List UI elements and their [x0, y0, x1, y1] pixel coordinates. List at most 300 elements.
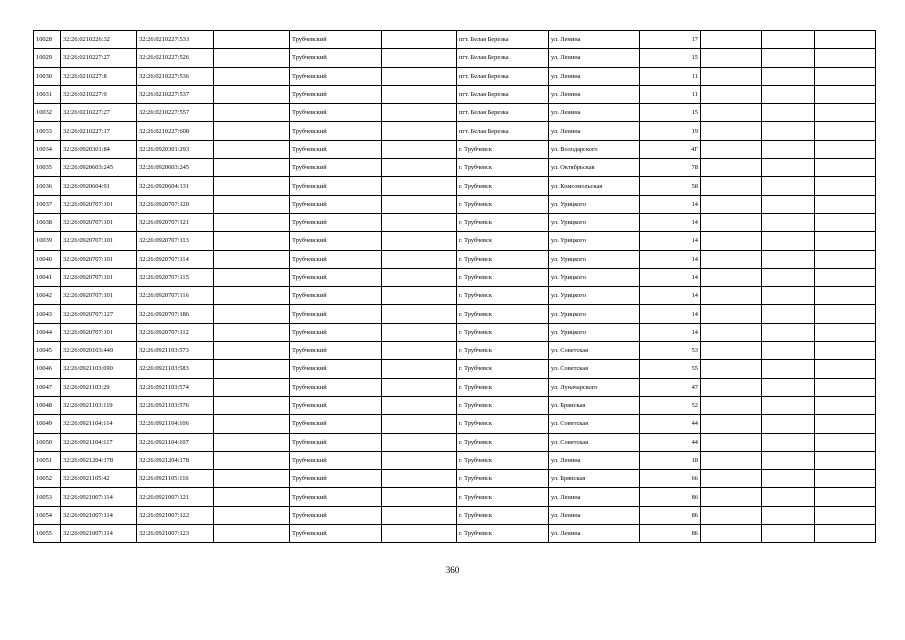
table-row: [34, 470, 876, 488]
cell-house-number: 14: [640, 305, 701, 323]
cell-row-number: 10035: [34, 159, 61, 177]
cell-extra-c: [815, 140, 876, 158]
cell-row-number: 10051: [34, 451, 61, 469]
table-row: [34, 268, 876, 286]
cell-cadastral-number-object: 32:26:0921007:123: [137, 525, 214, 543]
cell-settlement: пгт. Белая Березка: [457, 67, 549, 85]
cell-district: Трубчевский: [290, 104, 382, 122]
cell-row-number: 10032: [34, 104, 61, 122]
cell-street: ул. Ленина: [549, 67, 640, 85]
cell-extra-c: [815, 378, 876, 396]
cell-street: ул. Урицкого: [549, 195, 640, 213]
cell-extra-a: [701, 433, 762, 451]
cell-street: ул. Ленина: [549, 525, 640, 543]
cell-cadastral-number-object: 32:26:0210227:526: [137, 49, 214, 67]
cell-extra-a: [701, 159, 762, 177]
cell-house-number: 15: [640, 104, 701, 122]
cell-extra-a: [701, 49, 762, 67]
table-row: [34, 342, 876, 360]
cell-settlement: г. Трубчевск: [457, 250, 549, 268]
cell-row-number: 10039: [34, 232, 61, 250]
cell-row-number: 10038: [34, 213, 61, 231]
cell-cadastral-number-land: 32:26:0921007:114: [61, 488, 137, 506]
cell-row-number: 10028: [34, 31, 61, 49]
cell-extra-c: [815, 451, 876, 469]
cell-street: ул. Ленина: [549, 488, 640, 506]
cell-cadastral-number-object: 32:26:0921007:122: [137, 506, 214, 524]
cell-cadastral-number-object: 32:26:0921204:178: [137, 451, 214, 469]
cell-settlement: г. Трубчевск: [457, 305, 549, 323]
cell-extra-b: [762, 506, 815, 524]
cell-extra-c: [815, 323, 876, 341]
cell-blank-a: [214, 195, 290, 213]
cell-blank-b: [382, 104, 457, 122]
table-row: [34, 396, 876, 414]
cell-cadastral-number-land: 32:26:0210227:27: [61, 49, 137, 67]
cell-district: Трубчевский: [290, 250, 382, 268]
cell-cadastral-number-land: 32:26:0920707:127: [61, 305, 137, 323]
cell-blank-b: [382, 506, 457, 524]
cell-extra-c: [815, 195, 876, 213]
cell-blank-a: [214, 415, 290, 433]
cell-blank-b: [382, 250, 457, 268]
table-row: [34, 159, 876, 177]
cell-house-number: 47: [640, 378, 701, 396]
cell-blank-a: [214, 525, 290, 543]
cell-extra-a: [701, 342, 762, 360]
cell-extra-b: [762, 232, 815, 250]
cell-extra-c: [815, 159, 876, 177]
cell-district: Трубчевский: [290, 451, 382, 469]
cell-cadastral-number-object: 32:26:0921103:583: [137, 360, 214, 378]
cell-settlement: г. Трубчевск: [457, 323, 549, 341]
cell-district: Трубчевский: [290, 360, 382, 378]
table-row: [34, 85, 876, 103]
cell-settlement: пгт. Белая Березка: [457, 104, 549, 122]
cell-extra-a: [701, 195, 762, 213]
cell-extra-a: [701, 525, 762, 543]
cell-blank-a: [214, 268, 290, 286]
cell-street: ул. Советская: [549, 415, 640, 433]
data-table: [33, 30, 876, 543]
table-row: [34, 287, 876, 305]
cell-cadastral-number-land: 32:26:0210226:32: [61, 31, 137, 49]
cell-row-number: 10049: [34, 415, 61, 433]
cell-house-number: 66: [640, 470, 701, 488]
cell-extra-a: [701, 470, 762, 488]
page-number: 360: [445, 565, 460, 575]
cell-house-number: 14: [640, 232, 701, 250]
cell-blank-a: [214, 433, 290, 451]
cell-cadastral-number-land: 32:26:0920707:101: [61, 250, 137, 268]
cell-street: ул. Ленина: [549, 451, 640, 469]
cell-settlement: г. Трубчевск: [457, 360, 549, 378]
cell-blank-a: [214, 470, 290, 488]
cell-cadastral-number-land: 32:26:0921104:114: [61, 415, 137, 433]
cell-extra-a: [701, 67, 762, 85]
cell-blank-a: [214, 232, 290, 250]
cell-street: ул. Комсомольская: [549, 177, 640, 195]
cell-district: Трубчевский: [290, 122, 382, 140]
cell-cadastral-number-object: 32:26:0921103:574: [137, 378, 214, 396]
cell-blank-a: [214, 250, 290, 268]
cell-extra-b: [762, 323, 815, 341]
cell-house-number: 15: [640, 49, 701, 67]
cell-cadastral-number-object: 32:26:0920707:114: [137, 250, 214, 268]
cell-extra-a: [701, 506, 762, 524]
cell-settlement: г. Трубчевск: [457, 396, 549, 414]
cell-blank-b: [382, 433, 457, 451]
cell-cadastral-number-land: 32:26:0920707:101: [61, 287, 137, 305]
cell-row-number: 10054: [34, 506, 61, 524]
cell-house-number: 44: [640, 415, 701, 433]
cell-settlement: г. Трубчевск: [457, 451, 549, 469]
cell-cadastral-number-object: 32:26:0920707:112: [137, 323, 214, 341]
table-row: [34, 305, 876, 323]
table-row: [34, 140, 876, 158]
cell-extra-c: [815, 506, 876, 524]
cell-district: Трубчевский: [290, 506, 382, 524]
cell-house-number: 11: [640, 85, 701, 103]
cell-blank-b: [382, 268, 457, 286]
cell-extra-c: [815, 433, 876, 451]
cell-blank-a: [214, 49, 290, 67]
cell-cadastral-number-object: 32:26:0921103:576: [137, 396, 214, 414]
cell-cadastral-number-object: 32:26:0210227:608: [137, 122, 214, 140]
cell-blank-a: [214, 213, 290, 231]
cell-extra-b: [762, 140, 815, 158]
cell-house-number: 86: [640, 506, 701, 524]
cell-blank-b: [382, 378, 457, 396]
cell-cadastral-number-object: 32:26:0210227:536: [137, 67, 214, 85]
cell-house-number: 53: [640, 342, 701, 360]
cell-extra-a: [701, 396, 762, 414]
cell-settlement: г. Трубчевск: [457, 177, 549, 195]
cell-settlement: г. Трубчевск: [457, 213, 549, 231]
cell-extra-b: [762, 525, 815, 543]
cell-cadastral-number-land: 32:26:0920707:101: [61, 195, 137, 213]
cell-blank-b: [382, 31, 457, 49]
cell-extra-b: [762, 250, 815, 268]
cell-blank-a: [214, 451, 290, 469]
cell-street: ул. Ленина: [549, 104, 640, 122]
cell-blank-b: [382, 49, 457, 67]
cell-blank-b: [382, 122, 457, 140]
cell-extra-b: [762, 488, 815, 506]
cell-cadastral-number-object: 32:26:0920604:131: [137, 177, 214, 195]
cell-blank-a: [214, 305, 290, 323]
cell-blank-b: [382, 195, 457, 213]
cell-house-number: 14: [640, 323, 701, 341]
cell-row-number: 10048: [34, 396, 61, 414]
table-row: [34, 323, 876, 341]
cell-cadastral-number-land: 32:26:0921104:117: [61, 433, 137, 451]
cell-row-number: 10029: [34, 49, 61, 67]
cell-cadastral-number-land: 32:26:0921103:690: [61, 360, 137, 378]
cell-extra-b: [762, 213, 815, 231]
cell-extra-a: [701, 232, 762, 250]
cell-row-number: 10042: [34, 287, 61, 305]
cell-blank-a: [214, 323, 290, 341]
cell-row-number: 10050: [34, 433, 61, 451]
table-row: [34, 433, 876, 451]
table-row: [34, 525, 876, 543]
cell-blank-a: [214, 506, 290, 524]
cell-extra-c: [815, 31, 876, 49]
cell-district: Трубчевский: [290, 525, 382, 543]
cell-extra-b: [762, 122, 815, 140]
cell-row-number: 10053: [34, 488, 61, 506]
cell-extra-c: [815, 415, 876, 433]
cell-row-number: 10034: [34, 140, 61, 158]
cell-cadastral-number-object: 32:26:0921103:573: [137, 342, 214, 360]
table-row: [34, 378, 876, 396]
cell-extra-c: [815, 470, 876, 488]
cell-district: Трубчевский: [290, 342, 382, 360]
cell-extra-c: [815, 232, 876, 250]
cell-street: ул. Октябрьская: [549, 159, 640, 177]
cell-settlement: г. Трубчевск: [457, 470, 549, 488]
cell-blank-b: [382, 140, 457, 158]
cell-street: ул. Урицкого: [549, 268, 640, 286]
cell-district: Трубчевский: [290, 177, 382, 195]
cell-blank-a: [214, 360, 290, 378]
cell-cadastral-number-land: 32:26:0210227:9: [61, 85, 137, 103]
cell-cadastral-number-object: 32:26:0920707:121: [137, 213, 214, 231]
cell-extra-c: [815, 213, 876, 231]
cell-extra-b: [762, 85, 815, 103]
cell-cadastral-number-land: 32:26:0920707:101: [61, 323, 137, 341]
cell-extra-c: [815, 305, 876, 323]
cell-extra-c: [815, 488, 876, 506]
cell-cadastral-number-land: 32:26:0920707:101: [61, 213, 137, 231]
cell-row-number: 10033: [34, 122, 61, 140]
cell-blank-b: [382, 67, 457, 85]
cell-district: Трубчевский: [290, 323, 382, 341]
cell-row-number: 10043: [34, 305, 61, 323]
cell-settlement: г. Трубчевск: [457, 232, 549, 250]
cell-settlement: пгт. Белая Березка: [457, 122, 549, 140]
cell-street: ул. Урицкого: [549, 250, 640, 268]
table-row: [34, 451, 876, 469]
cell-extra-c: [815, 525, 876, 543]
cell-cadastral-number-object: 32:26:0210227:533: [137, 31, 214, 49]
cell-house-number: 18: [640, 451, 701, 469]
cell-extra-a: [701, 31, 762, 49]
cell-extra-c: [815, 177, 876, 195]
cell-extra-a: [701, 140, 762, 158]
cell-house-number: 17: [640, 31, 701, 49]
cell-cadastral-number-land: 32:26:0210227:17: [61, 122, 137, 140]
cell-house-number: 86: [640, 488, 701, 506]
cell-row-number: 10040: [34, 250, 61, 268]
cell-extra-a: [701, 104, 762, 122]
cell-district: Трубчевский: [290, 433, 382, 451]
cell-street: ул. Брянская: [549, 470, 640, 488]
cell-extra-c: [815, 396, 876, 414]
cell-blank-a: [214, 287, 290, 305]
cell-house-number: 55: [640, 360, 701, 378]
cell-extra-b: [762, 415, 815, 433]
cell-house-number: 11: [640, 67, 701, 85]
cell-row-number: 10041: [34, 268, 61, 286]
cell-street: ул. Ленина: [549, 506, 640, 524]
cell-blank-a: [214, 378, 290, 396]
cell-extra-c: [815, 85, 876, 103]
table-row: [34, 360, 876, 378]
cell-extra-b: [762, 378, 815, 396]
cell-extra-c: [815, 250, 876, 268]
cell-street: ул. Урицкого: [549, 323, 640, 341]
cell-extra-a: [701, 305, 762, 323]
cell-blank-a: [214, 85, 290, 103]
cell-blank-b: [382, 342, 457, 360]
cell-blank-a: [214, 396, 290, 414]
cell-settlement: г. Трубчевск: [457, 378, 549, 396]
cell-cadastral-number-land: 32:26:0920103:449: [61, 342, 137, 360]
cell-district: Трубчевский: [290, 268, 382, 286]
cell-house-number: 14: [640, 287, 701, 305]
cell-settlement: г. Трубчевск: [457, 506, 549, 524]
cell-extra-b: [762, 396, 815, 414]
cell-district: Трубчевский: [290, 213, 382, 231]
cell-extra-a: [701, 488, 762, 506]
cell-extra-c: [815, 49, 876, 67]
cell-cadastral-number-object: 32:26:0921104:106: [137, 415, 214, 433]
cell-row-number: 10046: [34, 360, 61, 378]
cell-district: Трубчевский: [290, 67, 382, 85]
cell-cadastral-number-object: 32:26:0921007:121: [137, 488, 214, 506]
cell-blank-b: [382, 525, 457, 543]
cell-row-number: 10031: [34, 85, 61, 103]
cell-extra-c: [815, 342, 876, 360]
table-row: [34, 506, 876, 524]
cell-extra-b: [762, 360, 815, 378]
cell-extra-c: [815, 287, 876, 305]
cell-street: ул. Луначарского: [549, 378, 640, 396]
cell-blank-a: [214, 342, 290, 360]
cell-extra-b: [762, 451, 815, 469]
cell-extra-a: [701, 287, 762, 305]
table-row: [34, 49, 876, 67]
cell-row-number: 10037: [34, 195, 61, 213]
cell-district: Трубчевский: [290, 396, 382, 414]
cell-row-number: 10045: [34, 342, 61, 360]
cell-settlement: г. Трубчевск: [457, 159, 549, 177]
cell-house-number: 58: [640, 177, 701, 195]
cell-cadastral-number-land: 32:26:0210227:27: [61, 104, 137, 122]
cell-house-number: 14: [640, 195, 701, 213]
cell-extra-a: [701, 85, 762, 103]
cell-district: Трубчевский: [290, 159, 382, 177]
cell-district: Трубчевский: [290, 31, 382, 49]
cell-blank-a: [214, 104, 290, 122]
cell-house-number: 78: [640, 159, 701, 177]
cell-house-number: 52: [640, 396, 701, 414]
cell-street: ул. Володарского: [549, 140, 640, 158]
cell-blank-b: [382, 85, 457, 103]
cell-extra-a: [701, 323, 762, 341]
cell-cadastral-number-land: 32:26:0921007:114: [61, 506, 137, 524]
cell-extra-b: [762, 470, 815, 488]
cell-blank-b: [382, 451, 457, 469]
cell-street: ул. Ленина: [549, 122, 640, 140]
cell-street: ул. Урицкого: [549, 213, 640, 231]
cell-street: ул. Советская: [549, 342, 640, 360]
cell-blank-b: [382, 305, 457, 323]
cell-district: Трубчевский: [290, 488, 382, 506]
table-row: [34, 213, 876, 231]
cell-cadastral-number-object: 32:26:0210227:557: [137, 104, 214, 122]
cell-cadastral-number-land: 32:26:0920707:101: [61, 268, 137, 286]
cell-extra-b: [762, 305, 815, 323]
cell-blank-a: [214, 140, 290, 158]
cell-settlement: пгт. Белая Березка: [457, 85, 549, 103]
cell-district: Трубчевский: [290, 415, 382, 433]
cell-extra-b: [762, 177, 815, 195]
cell-district: Трубчевский: [290, 140, 382, 158]
cell-extra-a: [701, 415, 762, 433]
table-row: [34, 232, 876, 250]
cell-blank-b: [382, 287, 457, 305]
cell-street: ул. Урицкого: [549, 287, 640, 305]
table-row: [34, 415, 876, 433]
cell-blank-b: [382, 360, 457, 378]
cell-cadastral-number-object: 32:26:0920707:113: [137, 232, 214, 250]
cell-blank-b: [382, 177, 457, 195]
cell-extra-b: [762, 31, 815, 49]
cell-blank-a: [214, 488, 290, 506]
cell-cadastral-number-land: 32:26:0921007:114: [61, 525, 137, 543]
cell-settlement: пгт. Белая Березка: [457, 31, 549, 49]
cell-settlement: г. Трубчевск: [457, 342, 549, 360]
cell-settlement: г. Трубчевск: [457, 140, 549, 158]
cell-blank-a: [214, 122, 290, 140]
cell-extra-b: [762, 104, 815, 122]
cell-district: Трубчевский: [290, 232, 382, 250]
cell-blank-b: [382, 159, 457, 177]
cell-blank-b: [382, 213, 457, 231]
cell-street: ул. Урицкого: [549, 232, 640, 250]
cell-district: Трубчевский: [290, 470, 382, 488]
cell-cadastral-number-land: 32:26:0920707:101: [61, 232, 137, 250]
cell-extra-c: [815, 104, 876, 122]
table-body: [34, 31, 876, 543]
cell-extra-a: [701, 177, 762, 195]
cell-extra-a: [701, 360, 762, 378]
cell-street: ул. Советская: [549, 433, 640, 451]
cell-blank-a: [214, 159, 290, 177]
cell-cadastral-number-object: 32:26:0210227:537: [137, 85, 214, 103]
cell-district: Трубчевский: [290, 378, 382, 396]
table-row: [34, 488, 876, 506]
cell-extra-b: [762, 342, 815, 360]
cell-house-number: 19: [640, 122, 701, 140]
table-row: [34, 177, 876, 195]
cell-street: ул. Ленина: [549, 49, 640, 67]
cell-cadastral-number-land: 32:26:0920603:245: [61, 159, 137, 177]
cell-extra-b: [762, 287, 815, 305]
cell-extra-a: [701, 268, 762, 286]
cell-house-number: 14: [640, 213, 701, 231]
cell-cadastral-number-object: 32:26:0920301:293: [137, 140, 214, 158]
cell-street: ул. Советская: [549, 360, 640, 378]
cell-blank-a: [214, 177, 290, 195]
cell-district: Трубчевский: [290, 85, 382, 103]
cell-row-number: 10047: [34, 378, 61, 396]
cell-row-number: 10030: [34, 67, 61, 85]
cell-blank-b: [382, 323, 457, 341]
